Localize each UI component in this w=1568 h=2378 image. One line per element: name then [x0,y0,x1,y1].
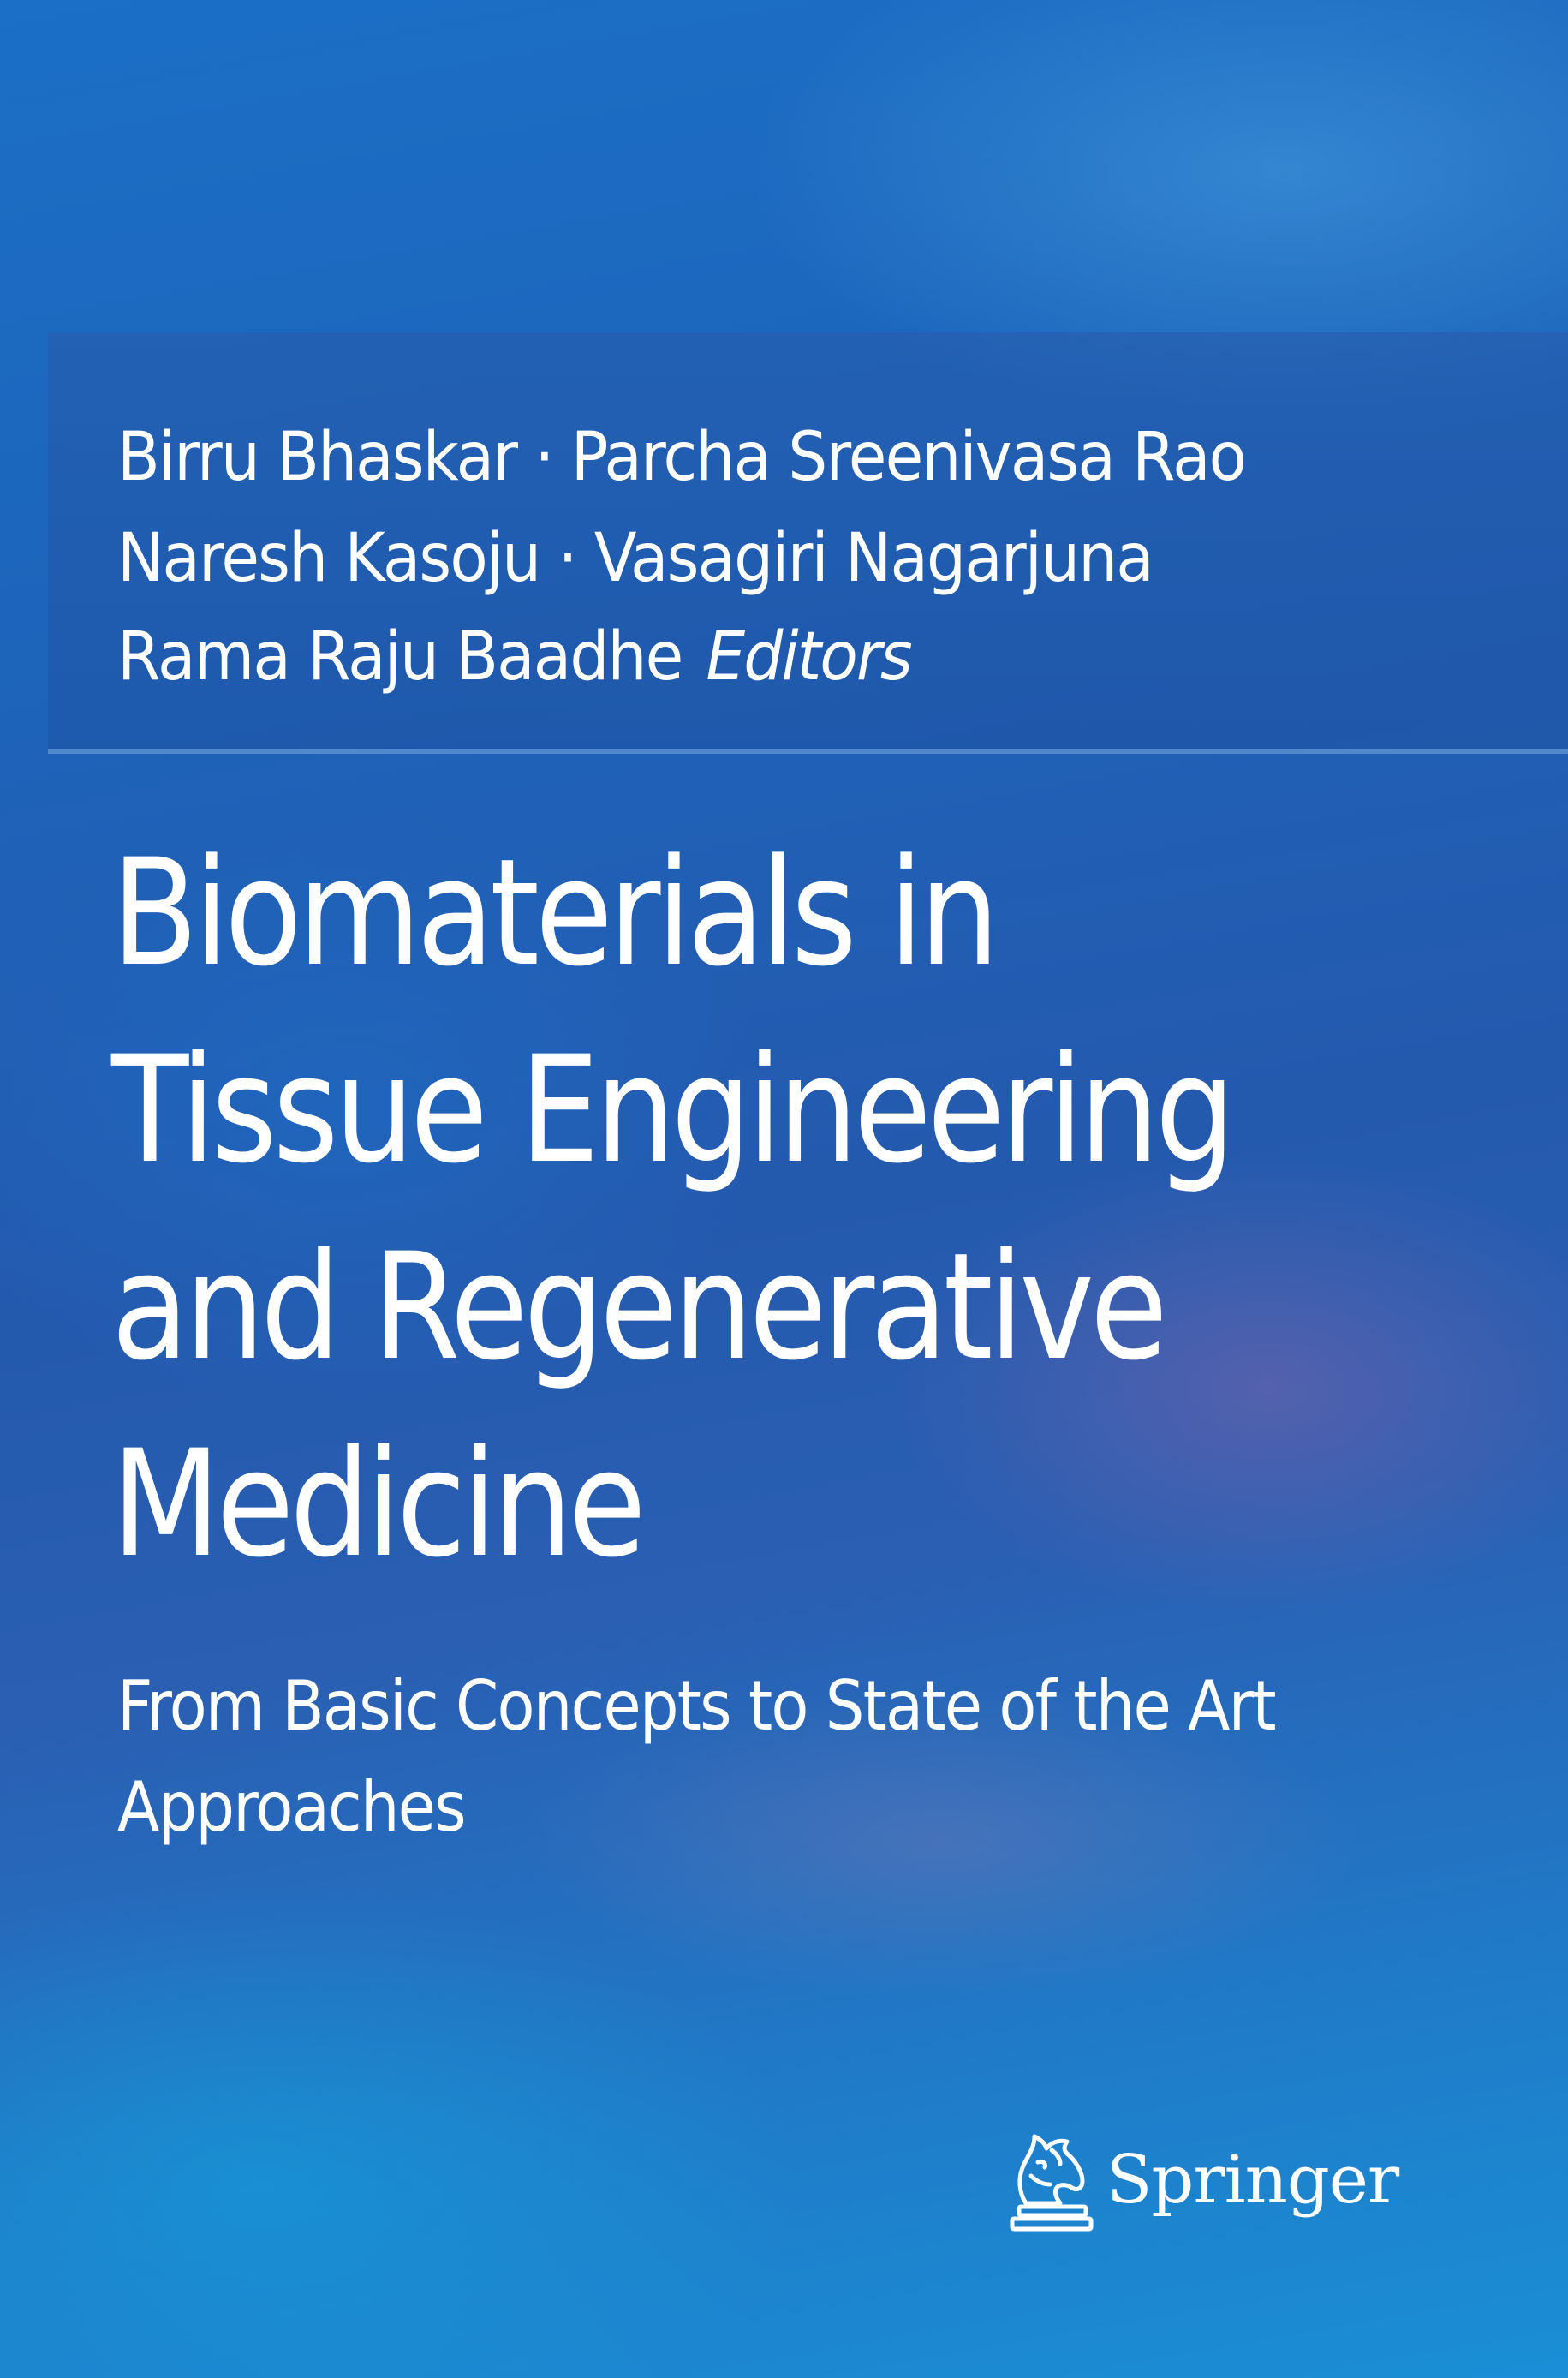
editors-role-label: Editors [706,618,911,696]
editor-name: Rama Raju Baadhe [117,618,683,696]
book-title-line-3: and Regenerative [111,1221,1164,1393]
editors-line-1: Birru Bhaskar · Parcha Sreenivasa Rao [117,419,1246,496]
book-title-line-4: Medicine [111,1418,642,1590]
knight-chess-piece-icon [1000,2124,1094,2236]
publisher-logo-block [1000,2124,1398,2236]
publisher-name: Springer [1106,2142,1399,2219]
book-subtitle-line-2: Approaches [117,1767,465,1847]
editors-line-2: Naresh Kasoju · Vasagiri Nagarjuna [117,520,1153,597]
book-subtitle-line-1: From Basic Concepts to State of the Art [117,1666,1275,1746]
book-title-line-1: Biomaterials in [111,827,995,999]
editors-line-3 [117,618,911,696]
band-divider [48,749,1568,754]
book-title-line-2: Tissue Engineering [111,1024,1231,1196]
